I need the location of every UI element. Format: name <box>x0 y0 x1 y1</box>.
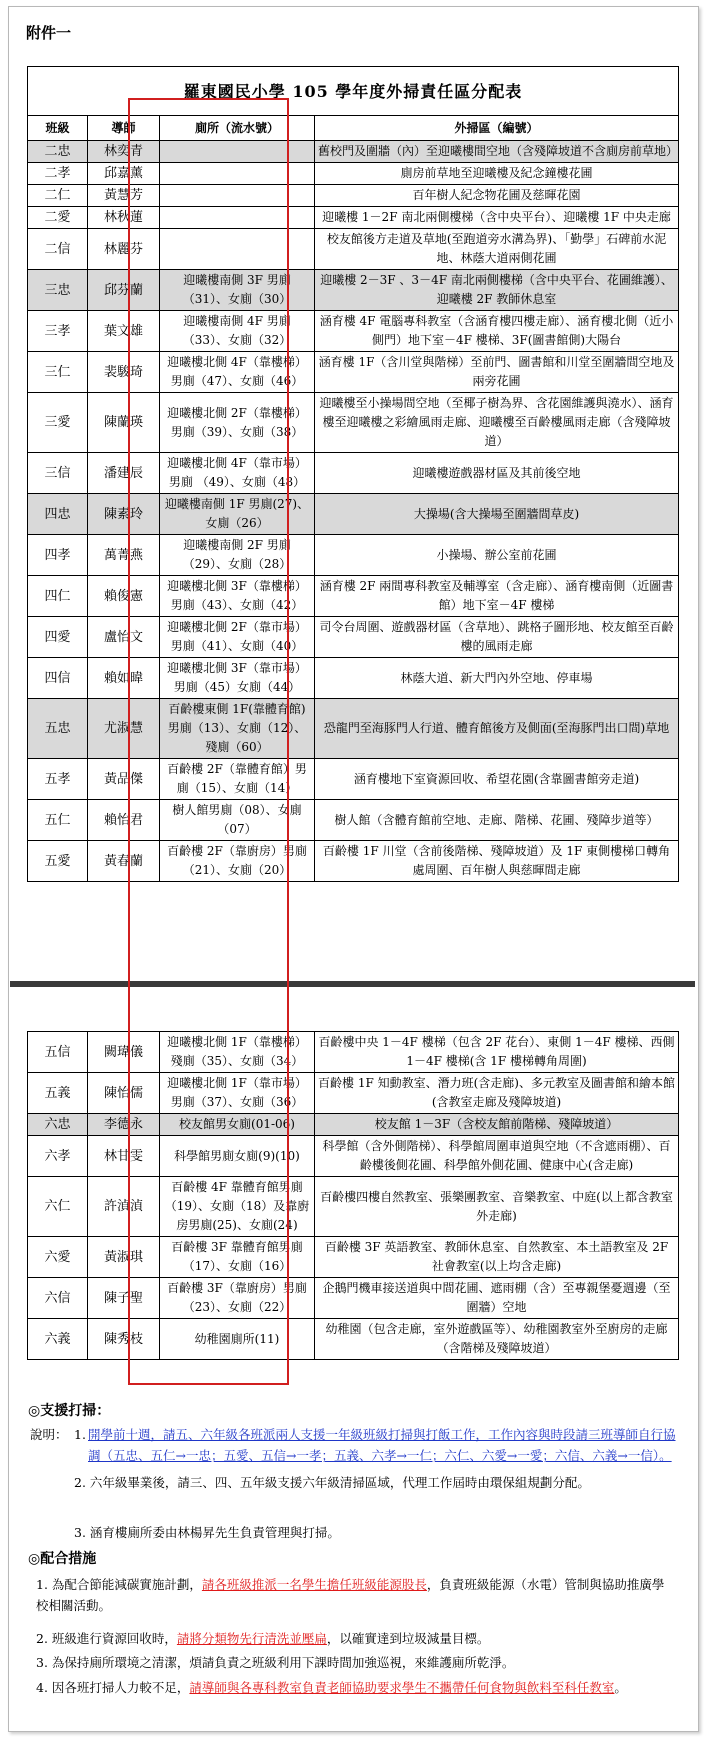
table-row <box>28 1114 679 1136</box>
class-cell: 四孝 <box>28 535 88 576</box>
coop-item4 <box>36 1677 676 1698</box>
area-cell: 百齡樓中央 1－4F 樓梯（包含 2F 花台）、東側 1－4F 樓梯、西側 1－4F 樓梯(含 1F 樓梯轉角周圍) <box>315 1032 679 1073</box>
toilet-cell <box>160 185 315 207</box>
teacher-cell: 賴如暐 <box>88 658 160 699</box>
annex-label: 附件一 <box>26 24 72 42</box>
area-cell: 迎曦樓遊戲器材區及其前後空地 <box>315 453 679 494</box>
teacher-cell: 邱嘉薰 <box>88 163 160 185</box>
support-title: ◎支援打掃： <box>28 1403 111 1419</box>
class-cell: 五孝 <box>28 759 88 800</box>
coop-item1 <box>36 1574 676 1616</box>
toilet-cell: 迎曦樓北側 2F（靠市場）男廁（41）、女廁（40） <box>160 617 315 658</box>
teacher-cell: 陳子聖 <box>88 1278 160 1319</box>
teacher-cell: 賴俊憲 <box>88 576 160 617</box>
toilet-cell: 迎曦樓北側 4F（靠樓梯）男廁（47）、女廁（46） <box>160 352 315 393</box>
area-cell: 校友館 1－3F（含校友館前階梯、殘障坡道） <box>315 1114 679 1136</box>
teacher-cell: 賴怡君 <box>88 800 160 841</box>
table-row <box>28 207 679 229</box>
toilet-cell: 百齡樓 2F（靠廚房）男廁（21）、女廁（20） <box>160 841 315 882</box>
area-cell: 迎曦樓至小操場間空地（至椰子樹為界、含花園維護與澆水）、涵育樓至迎曦樓之彩繪風雨走廊、迎曦樓至百齡樓風雨走廊（含殘障坡道） <box>315 393 679 453</box>
table-row <box>28 1237 679 1278</box>
toilet-cell <box>160 163 315 185</box>
teacher-cell: 陳蘭瑛 <box>88 393 160 453</box>
class-cell: 三忠 <box>28 270 88 311</box>
area-cell: 百齡樓 1F 川堂（含前後階梯、殘障坡道）及 1F 東側樓梯口轉角處周圍、百年樹人與慈暉間走廊 <box>315 841 679 882</box>
coop-title: ◎配合措施 <box>28 1551 97 1567</box>
coop-item2 <box>36 1628 676 1649</box>
area-cell: 百齡樓 1F 知動教室、潛力班(含走廊)、多元教室及圖書館和繪本館(含教室走廊及殘障坡道) <box>315 1073 679 1114</box>
class-cell: 四忠 <box>28 494 88 535</box>
table-row <box>28 699 679 759</box>
class-cell: 二仁 <box>28 185 88 207</box>
area-cell: 百齡樓四樓自然教室、張樂團教室、音樂教室、中庭(以上都含教室外走廊) <box>315 1177 679 1237</box>
table-row <box>28 453 679 494</box>
toilet-cell: 迎曦樓北側 4F（靠市場）男廁 （49）、女廁（48） <box>160 453 315 494</box>
area-cell: 百齡樓 3F 英語教室、教師休息室、自然教室、本土語教室及 2F 社會教室(以上均含走廊) <box>315 1237 679 1278</box>
area-cell: 司令台周圍、遊戲器材區（含草地）、跳格子圖形地、校友館至百齡樓的風雨走廊 <box>315 617 679 658</box>
toilet-cell: 迎曦樓北側 1F（靠樓梯）殘廁（35）、女廁（34） <box>160 1032 315 1073</box>
class-cell: 六信 <box>28 1278 88 1319</box>
class-cell: 三仁 <box>28 352 88 393</box>
table-row <box>28 1177 679 1237</box>
teacher-cell: 陳秀枝 <box>88 1319 160 1360</box>
class-cell: 三孝 <box>28 311 88 352</box>
table-row <box>28 1073 679 1114</box>
toilet-cell: 迎曦樓北側 2F（靠樓梯）男廁（39）、女廁（38） <box>160 393 315 453</box>
allocation-table-part1 <box>27 66 679 882</box>
teacher-cell: 黃淑琪 <box>88 1237 160 1278</box>
header-toilet: 廁所（流水號） <box>160 116 315 141</box>
table-row <box>28 1136 679 1177</box>
teacher-cell: 黃品傑 <box>88 759 160 800</box>
coop-item2-b: 請將分類物先行清洗並壓扁 <box>176 1631 327 1646</box>
area-cell: 校友館後方走道及草地(至跑道旁水溝為界)、「勤學」石碑前水泥地、林蔭大道兩側花圃 <box>315 229 679 270</box>
coop-item4-a: 4. 因各班打掃人力較不足， <box>36 1680 190 1695</box>
teacher-cell: 陳怡儒 <box>88 1073 160 1114</box>
allocation-table-part2 <box>27 1031 679 1360</box>
toilet-cell: 百齡樓 4F 靠體育館男廁（19）、女廁（18）及靠廚房男廁(25)、女廁(24) <box>160 1177 315 1237</box>
teacher-cell: 李德永 <box>88 1114 160 1136</box>
teacher-cell: 盧怡文 <box>88 617 160 658</box>
table-row <box>28 800 679 841</box>
table-row <box>28 141 679 163</box>
teacher-cell: 黃慧芳 <box>88 185 160 207</box>
toilet-cell: 迎曦樓南側 3F 男廁（31）、女廁（30） <box>160 270 315 311</box>
area-cell: 科學館（含外側階梯）、科學館周圍車道與空地（不含遮雨棚）、百齡樓後側花圃、科學館外側花圃、健康中心(含走廊) <box>315 1136 679 1177</box>
area-cell: 大操場(含大操場至圍牆間草皮) <box>315 494 679 535</box>
toilet-cell: 百齡樓 2F（靠體育館）男廁（15）、女廁（14） <box>160 759 315 800</box>
area-cell: 小操場、辦公室前花圃 <box>315 535 679 576</box>
area-cell: 迎曦樓 1－2F 南北兩側樓梯（含中央平台）、迎曦樓 1F 中央走廊 <box>315 207 679 229</box>
table-body-part2 <box>28 1032 679 1360</box>
table-row <box>28 393 679 453</box>
toilet-cell: 百齡樓 3F 靠體育館男廁（17）、女廁（16） <box>160 1237 315 1278</box>
area-cell: 幼稚園（包含走廊，室外遊戲區等）、幼稚園教室外至廚房的走廊（含階梯及殘障坡道） <box>315 1319 679 1360</box>
table-row <box>28 658 679 699</box>
table-row <box>28 576 679 617</box>
table-row <box>28 617 679 658</box>
class-cell: 六愛 <box>28 1237 88 1278</box>
toilet-cell <box>160 207 315 229</box>
support-label: 說明： <box>30 1427 68 1442</box>
support-item3: 3. 涵育樓廁所委由林楊昇先生負責管理與打掃。 <box>74 1525 340 1540</box>
area-cell: 恐龍門至海豚門人行道、體育館後方及側面(至海豚門出口間)草地 <box>315 699 679 759</box>
coop-item1-a: 1. 為配合節能減碳實施計劃， <box>36 1577 202 1592</box>
table-row <box>28 185 679 207</box>
teacher-cell: 林奕青 <box>88 141 160 163</box>
table-row <box>28 352 679 393</box>
class-cell: 二信 <box>28 229 88 270</box>
teacher-cell: 萬菁燕 <box>88 535 160 576</box>
coop-item1-b: 請各班級推派一名學生擔任班級能源股長 <box>201 1577 427 1592</box>
teacher-cell: 陳素玲 <box>88 494 160 535</box>
teacher-cell: 尤淑慧 <box>88 699 160 759</box>
toilet-cell: 幼稚園廁所(11) <box>160 1319 315 1360</box>
page-separator <box>10 981 695 987</box>
teacher-cell: 裴駿琦 <box>88 352 160 393</box>
toilet-cell: 迎曦樓北側 3F（靠市場）男廁（45）女廁（44） <box>160 658 315 699</box>
table-row <box>28 311 679 352</box>
toilet-cell: 校友館男女廁(01-06) <box>160 1114 315 1136</box>
area-cell: 涵育樓 4F 電腦專科教室（含涵育樓四樓走廊）、涵育樓北側（近小側門）地下室－4F 樓梯、3F(圖書館側)大陽台 <box>315 311 679 352</box>
class-cell: 六仁 <box>28 1177 88 1237</box>
area-cell: 廁房前草地至迎曦樓及紀念鐘樓花圃 <box>315 163 679 185</box>
area-cell: 舊校門及圍牆（內）至迎曦樓間空地（含殘障坡道不含廁房前草地） <box>315 141 679 163</box>
coop-item2-c: ，以確實達到垃圾減量目標。 <box>326 1631 490 1646</box>
table-row <box>28 759 679 800</box>
header-teacher: 導師 <box>88 116 160 141</box>
toilet-cell: 百齡樓 3F（靠廚房）男廁（23）、女廁（22） <box>160 1278 315 1319</box>
table-row <box>28 163 679 185</box>
class-cell: 五愛 <box>28 841 88 882</box>
toilet-cell: 百齡樓東側 1F(靠體育館)男廁（13）、女廁（12）、殘廁（60） <box>160 699 315 759</box>
table-row <box>28 535 679 576</box>
class-cell: 四愛 <box>28 617 88 658</box>
table-row <box>28 229 679 270</box>
table-row <box>28 1319 679 1360</box>
area-cell: 涵育樓 2F 兩間專科教室及輔導室（含走廊）、涵育樓南側（近圖書館）地下室－4F 樓梯 <box>315 576 679 617</box>
table-row <box>28 841 679 882</box>
table-row <box>28 1032 679 1073</box>
teacher-cell: 林麗芬 <box>88 229 160 270</box>
table-body-part1 <box>28 141 679 882</box>
area-cell: 企鵝門機車接送道與中間花圃、遮雨棚（含）至專親堡憂週邊（至圍牆）空地 <box>315 1278 679 1319</box>
table-row <box>28 270 679 311</box>
class-cell: 二孝 <box>28 163 88 185</box>
toilet-cell <box>160 229 315 270</box>
area-cell: 涵育樓地下室資源回收、希望花園(含靠圖書館旁走道) <box>315 759 679 800</box>
class-cell: 五信 <box>28 1032 88 1073</box>
toilet-cell: 科學館男廁女廁(9)(10) <box>160 1136 315 1177</box>
class-cell: 五忠 <box>28 699 88 759</box>
teacher-cell: 許湞湞 <box>88 1177 160 1237</box>
class-cell: 三信 <box>28 453 88 494</box>
class-cell: 六義 <box>28 1319 88 1360</box>
coop-item1-c: ，負責班級能源（水電）管制與協助推廣學校相關活動。 <box>36 1577 665 1613</box>
coop-item3: 3. 為保持廁所環境之清潔，煩請負責之班級利用下課時間加強巡視，來維護廁所乾淨。 <box>36 1655 515 1670</box>
header-area: 外掃區（編號） <box>315 116 679 141</box>
class-cell: 五義 <box>28 1073 88 1114</box>
area-cell: 涵育樓 1F（含川堂與階梯）至前門、圖書館和川堂至圍牆間空地及兩旁花圃 <box>315 352 679 393</box>
toilet-cell: 迎曦樓南側 1F 男廁(27)、女廁（26） <box>160 494 315 535</box>
teacher-cell: 林甘雯 <box>88 1136 160 1177</box>
table-row <box>28 1278 679 1319</box>
class-cell: 六孝 <box>28 1136 88 1177</box>
teacher-cell: 潘建辰 <box>88 453 160 494</box>
class-cell: 六忠 <box>28 1114 88 1136</box>
toilet-cell <box>160 141 315 163</box>
teacher-cell: 葉文雄 <box>88 311 160 352</box>
coop-item2-a: 2. 班級進行資源回收時， <box>36 1631 177 1646</box>
teacher-cell: 黃春蘭 <box>88 841 160 882</box>
toilet-cell: 迎曦樓北側 3F（靠樓梯）男廁（43）、女廁（42） <box>160 576 315 617</box>
area-cell: 迎曦樓 2－3F 、3－4F 南北兩側樓梯（含中央平台、花圃維護）、迎曦樓 2F 教師休息室 <box>315 270 679 311</box>
class-cell: 二愛 <box>28 207 88 229</box>
teacher-cell: 邱芬蘭 <box>88 270 160 311</box>
toilet-cell: 迎曦樓南側 4F 男廁（33）、女廁（32） <box>160 311 315 352</box>
class-cell: 二忠 <box>28 141 88 163</box>
class-cell: 五仁 <box>28 800 88 841</box>
table-title: 羅東國民小學 105 學年度外掃責任區分配表 <box>28 67 679 116</box>
support-item1-number: 1. <box>74 1427 86 1442</box>
support-item2: 2. 六年級畢業後，請三、四、五年級支援六年級清掃區域，代理工作屆時由環保組規劃分配。 <box>74 1475 590 1490</box>
coop-item4-c: 。 <box>614 1680 627 1695</box>
toilet-cell: 迎曦樓北側 1F（靠市場）男廁（37）、女廁（36） <box>160 1073 315 1114</box>
area-cell: 樹人館（含體育館前空地、走廊、階梯、花圃、殘障步道等） <box>315 800 679 841</box>
area-cell: 林蔭大道、新大門內外空地、停車場 <box>315 658 679 699</box>
table-row <box>28 494 679 535</box>
coop-item4-b: 請導師與各專科教室負責老師協助要求學生不攜帶任何食物與飲料至科任教室 <box>189 1680 615 1695</box>
class-cell: 四仁 <box>28 576 88 617</box>
support-item1: 開學前十週，請五、六年級各班派兩人支援一年級班級打掃與打飯工作，工作內容與時段請三班導師自行協調（五忠、五仁→一忠；五愛、五信→一孝；五義、六孝→一仁；六仁、六愛→一愛；六信、六義→一信）。 <box>88 1427 676 1463</box>
area-cell: 百年樹人紀念物花圃及慈暉花園 <box>315 185 679 207</box>
header-class: 班級 <box>28 116 88 141</box>
toilet-cell: 樹人館男廁（08）、女廁（07） <box>160 800 315 841</box>
teacher-cell: 闕瑋儀 <box>88 1032 160 1073</box>
teacher-cell: 林秋蓮 <box>88 207 160 229</box>
toilet-cell: 迎曦樓南側 2F 男廁（29）、女廁（28） <box>160 535 315 576</box>
class-cell: 四信 <box>28 658 88 699</box>
class-cell: 三愛 <box>28 393 88 453</box>
